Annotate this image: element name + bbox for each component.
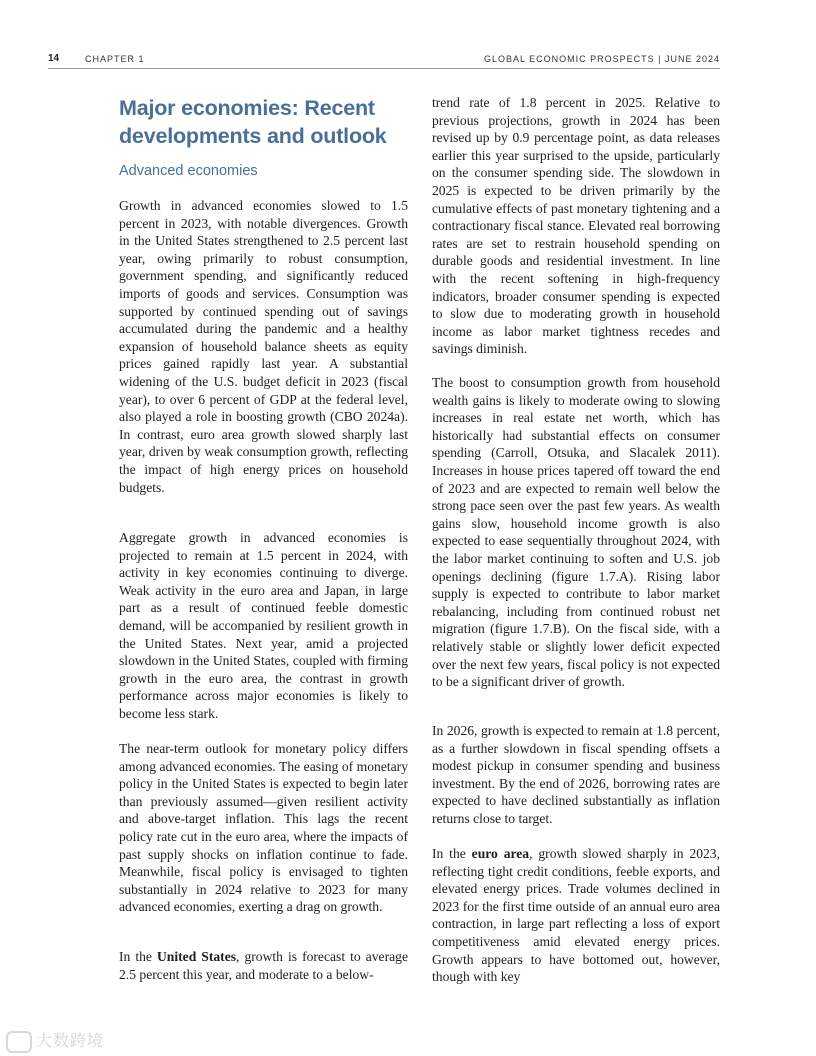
body-paragraph: Growth in advanced economies slowed to 1.5 percent in 2023, with notable divergences. Growth in the United States strengthened to 2.5 percent last year, owing primarily to robust consumption, government spending, and significantly reduced imports of goods and services. Consumption was supported by continued spending out of savings accumulated during the pandemic and a healthy expansion of household balance sheets as equity prices gained rapidly last year. A substantial widening of the U.S. budget deficit in 2023 (fiscal year), to over 6 percent of GDP at the federal level, also played a role in boosting growth (CBO 2024a). In contrast, euro area growth slowed sharply last year, driven by weak consumption growth, reflecting the impact of high energy prices on household budgets.	[119, 198, 408, 495]
subsection-title: Advanced economies	[119, 163, 258, 179]
us-paragraph-text: , growth is forecast to average 2.5 percent this year, and moderate to a below-	[119, 949, 408, 982]
euro-paragraph-keyword: euro area	[471, 846, 530, 861]
watermark-text: 大数跨境	[36, 1031, 105, 1050]
watermark-logo-icon	[6, 1031, 32, 1053]
header-divider	[48, 68, 720, 69]
body-paragraph: trend rate of 1.8 percent in 2025. Relative to previous projections, growth in 2024 has been revised up by 0.9 percentage point, as data releases earlier this year surprised to the upside, particularly on the consumer spending side. The slowdown in 2025 is expected to be driven primarily by the cumulative effects of past monetary tightening and a contractionary fiscal stance. Elevated real borrowing rates are set to restrain household spending on durable goods and residential investment. In line with the recent softening in high-frequency indicators, broader consumer spending is expected to slow due to moderating growth in household income as labor market tightness recedes and savings diminish.	[432, 95, 720, 357]
euro-paragraph-prefix: In the	[432, 846, 472, 861]
euro-paragraph	[432, 845, 720, 986]
body-paragraph: The boost to consumption growth from household wealth gains is likely to moderate owing to slowing increases in real estate net worth, which has historically had substantial effects on consumer spending (Carroll, Otsuka, and Slacalek 2011). Increases in house prices tapered off toward the end of 2023 and are expected to remain well below the strong pace seen over the past few years. As wealth gains slow, household income growth is also expected to ease sequentially throughout 2024, with the labor market continuing to soften and U.S. job openings declining (figure 1.7.A). Rising labor supply is expected to contribute to labor market rebalancing, including from continued robust net migration (figure 1.7.B). On the fiscal side, with a relatively stable or slightly lower deficit expected over the next few years, fiscal policy is not expected to be a significant driver of growth.	[432, 375, 720, 690]
chapter-label: CHAPTER 1	[85, 54, 145, 64]
body-paragraph: The near-term outlook for monetary policy differs among advanced economies. The easing of monetary policy in the United States is expected to begin later than previously assumed—given resilient activity and above-target inflation. This lags the recent policy rate cut in the euro area, where the impacts of past supply shocks on inflation continue to fade. Meanwhile, fiscal policy is envisaged to tighten substantially in 2024 relative to 2023 for many advanced economies, exerting a drag on growth.	[119, 741, 408, 915]
us-paragraph	[119, 948, 408, 983]
euro-paragraph-text: , growth slowed sharply in 2023, reflecting tight credit conditions, feeble exports, and elevated energy prices. Trade volumes declined in 2023 for the first time outside of an annual euro area contraction, in large part reflecting a loss of export competitiveness amid elevated energy prices. Growth appears to have bottomed out, however, though with key	[432, 846, 720, 985]
page-number: 14	[48, 53, 60, 64]
running-header	[48, 51, 720, 67]
body-paragraph: In 2026, growth is expected to remain at 1.8 percent, as a further slowdown in fiscal spending offsets a modest pickup in consumer spending and business investment. By the end of 2026, borrowing rates are expected to have declined substantially as inflation returns close to target.	[432, 723, 720, 826]
body-paragraph: Aggregate growth in advanced economies is projected to remain at 1.5 percent in 2024, with activity in key economies continuing to diverge. Weak activity in the euro area and Japan, in large part as a result of continued feeble domestic demand, will be accompanied by resilient growth in the United States. Next year, amid a projected slowdown in the United States, coupled with firming growth in the euro area, the contrast in growth performance across major economies is likely to become less stark.	[119, 530, 408, 721]
us-paragraph-prefix: In the	[119, 949, 157, 964]
us-paragraph-keyword: United States	[156, 949, 237, 964]
watermark	[6, 1028, 104, 1053]
publication-title: GLOBAL ECONOMIC PROSPECTS | JUNE 2024	[483, 54, 720, 64]
section-title: Major economies: Recent developments and outlook	[119, 96, 387, 148]
